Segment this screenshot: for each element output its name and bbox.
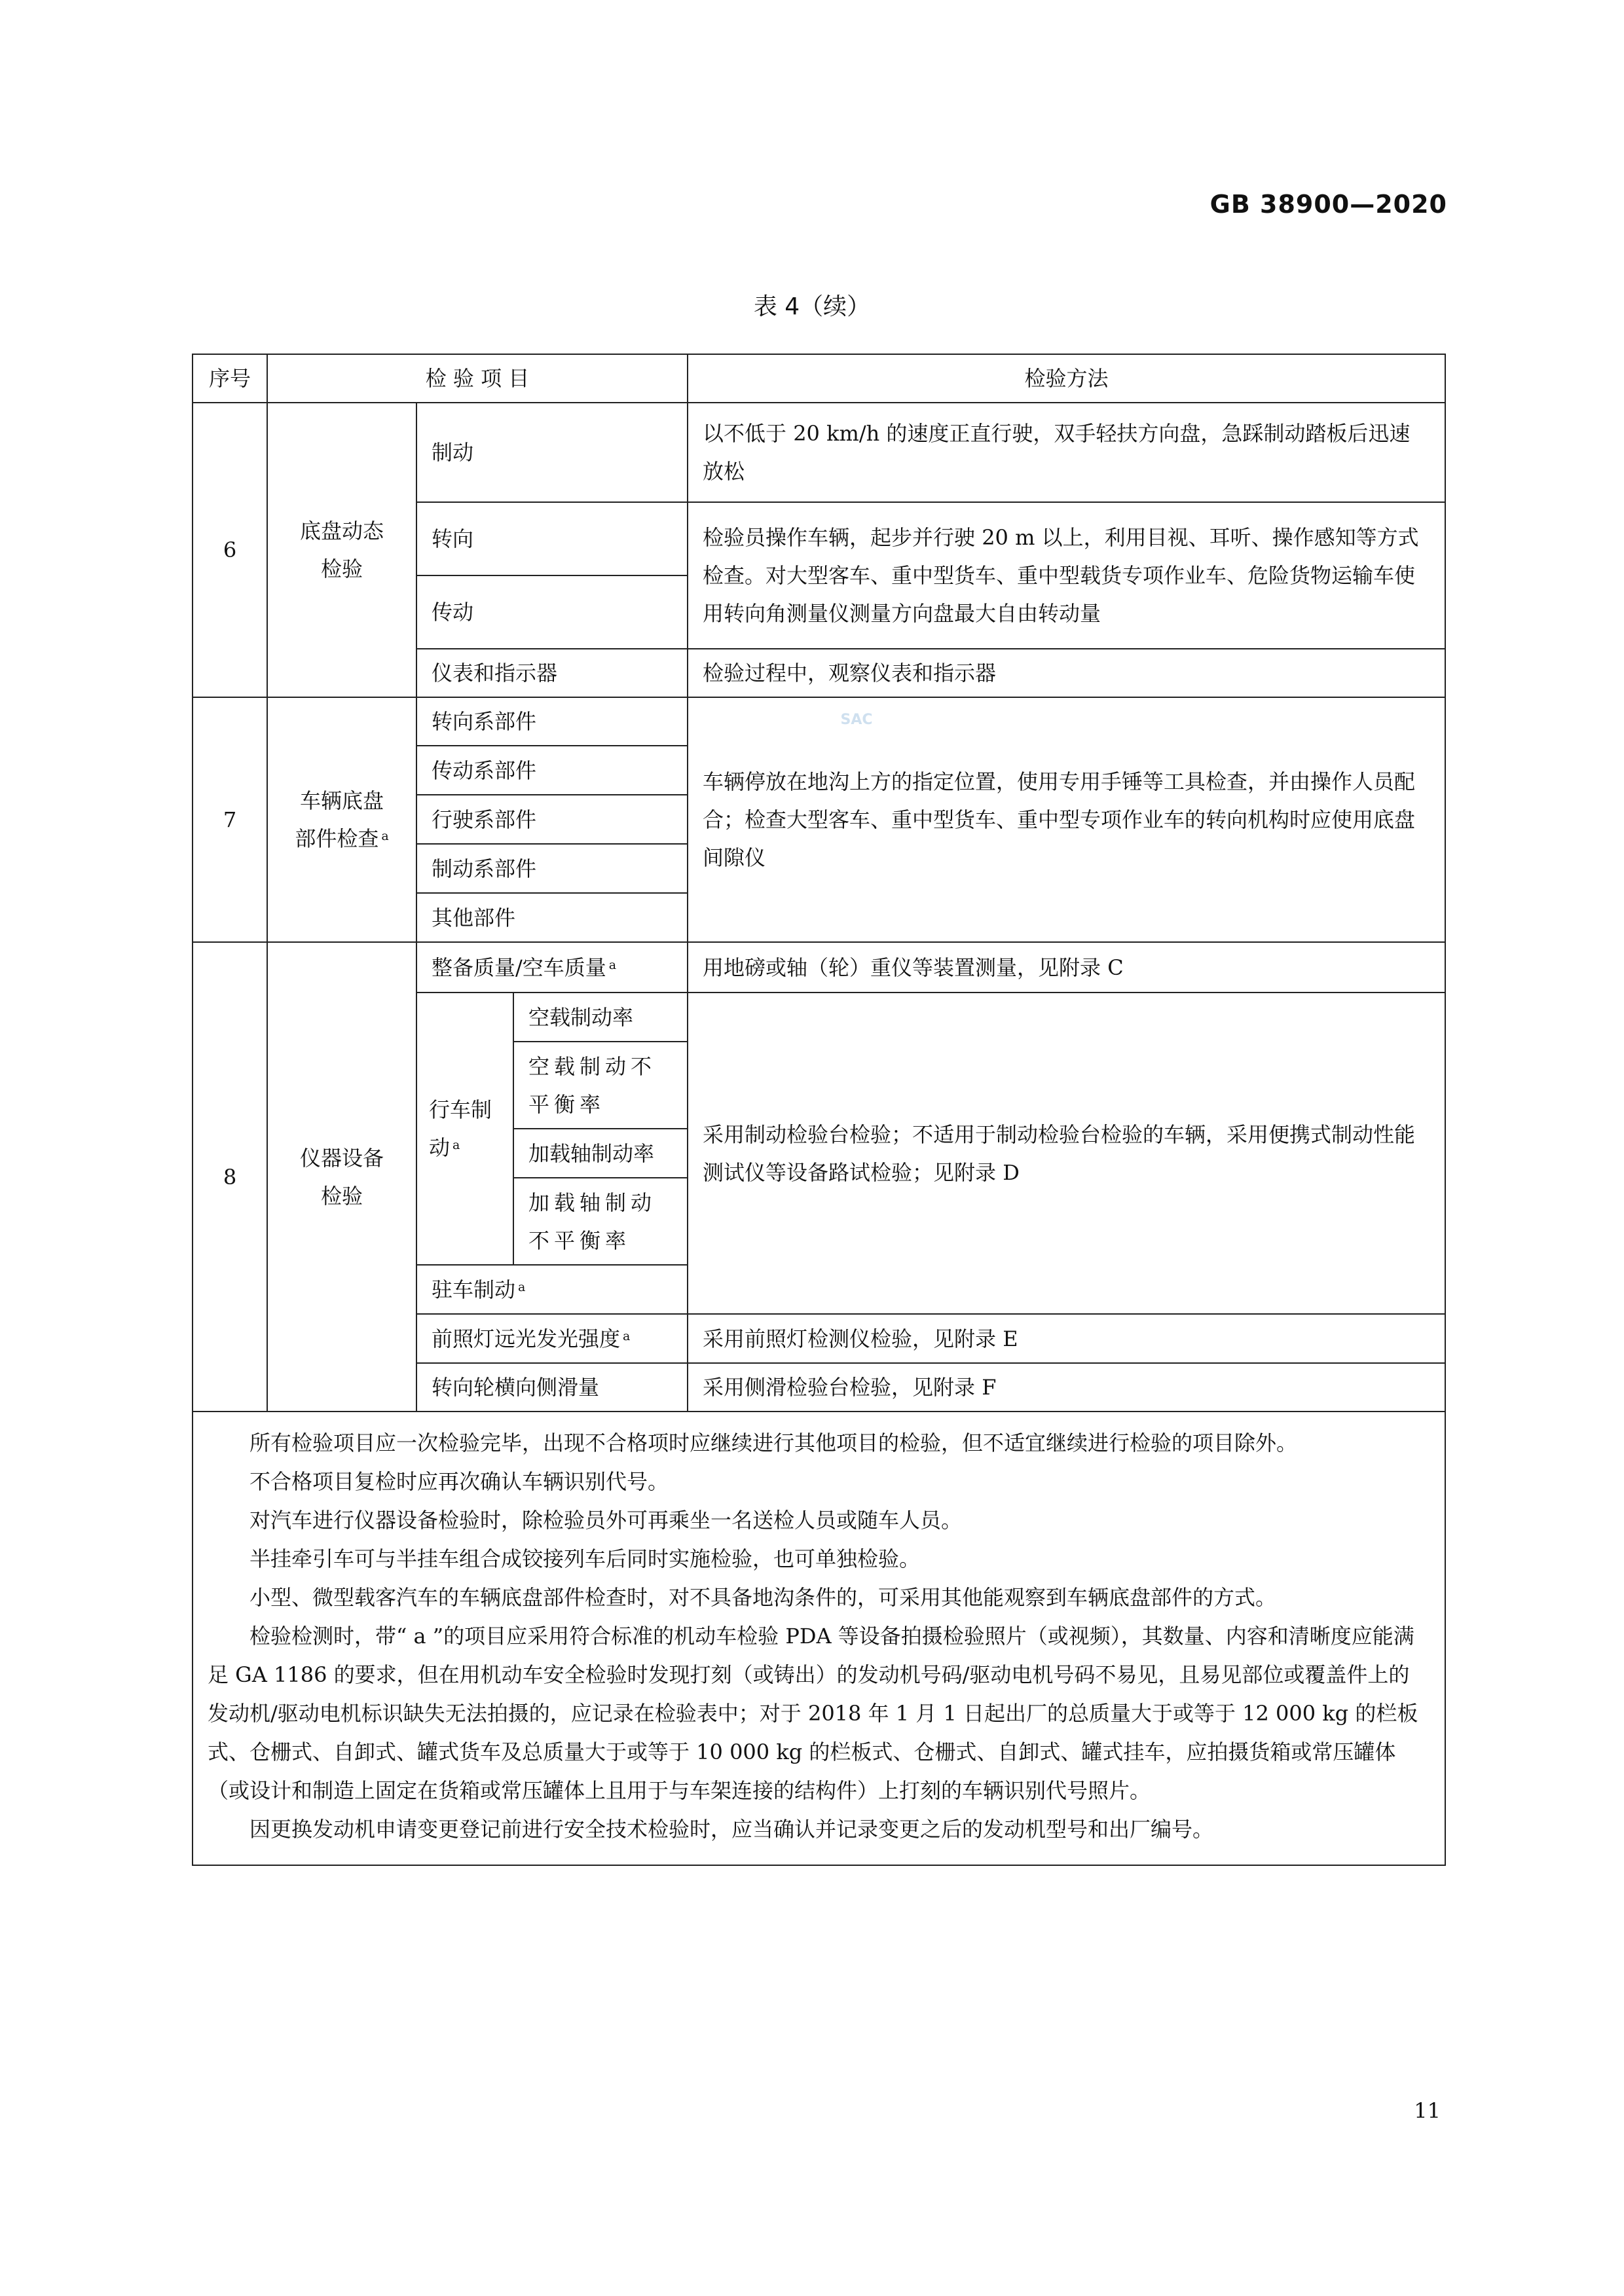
footnote-mark: a bbox=[608, 957, 617, 972]
page-number: 11 bbox=[1414, 2098, 1441, 2123]
note-paragraph: 因更换发动机申请变更登记前进行安全技术检验时，应当确认并记录变更之后的发动机型号和出厂编号。 bbox=[249, 1817, 1214, 1842]
method-cell: 以不低于 20 km/h 的速度正直行驶，双手轻扶方向盘，急踩制动踏板后迅速放松 bbox=[688, 403, 1445, 502]
item-cell bbox=[416, 1314, 688, 1363]
table-caption: 表 4（续） bbox=[753, 293, 871, 320]
item-cell bbox=[416, 993, 513, 1265]
notes-row bbox=[193, 1412, 1445, 1865]
method-cell: 采用制动检验台检验；不适用于制动检验台检验的车辆，采用便携式制动性能测试仪等设备路试检验；见附录 D bbox=[688, 993, 1445, 1314]
table-header-row bbox=[193, 354, 1445, 403]
item-cell: 传动系部件 bbox=[416, 746, 688, 795]
sub-item-cell: 空载制动率 bbox=[513, 993, 688, 1042]
item-cell: 行驶系部件 bbox=[416, 795, 688, 844]
table-row bbox=[193, 697, 1445, 746]
item-cell: 转向系部件 bbox=[416, 697, 688, 746]
item-cell: 转向轮横向侧滑量 bbox=[416, 1363, 688, 1412]
method-cell: 检验过程中，观察仪表和指示器 bbox=[688, 649, 1445, 697]
sub-item-cell: 加载轴制动不平衡率 bbox=[513, 1178, 688, 1265]
item-cell: 仪表和指示器 bbox=[416, 649, 688, 697]
method-cell: 车辆停放在地沟上方的指定位置，使用专用手锤等工具检查，并由操作人员配合；检查大型客车、重中型货车、重中型专项作业车的转向机构时应使用底盘间隙仪 bbox=[688, 697, 1445, 942]
note-paragraph: 小型、微型载客汽车的车辆底盘部件检查时，对不具备地沟条件的，可采用其他能观察到车辆底盘部件的方式。 bbox=[249, 1585, 1277, 1610]
header-item: 检 验 项 目 bbox=[267, 354, 688, 403]
footnote-mark: a bbox=[623, 1328, 631, 1343]
method-cell: 采用前照灯检测仪检验，见附录 E bbox=[688, 1314, 1445, 1363]
inspection-table bbox=[192, 354, 1446, 1866]
note-paragraph: 对汽车进行仪器设备检验时，除检验员外可再乘坐一名送检人员或随车人员。 bbox=[249, 1508, 963, 1533]
header-method: 检验方法 bbox=[688, 354, 1445, 403]
item-cell: 制动系部件 bbox=[416, 844, 688, 893]
footnote-mark: a bbox=[518, 1279, 526, 1294]
watermark-logo: SAC bbox=[840, 712, 873, 728]
item-cell: 其他部件 bbox=[416, 893, 688, 942]
item-text: 驻车制动 bbox=[432, 1277, 516, 1302]
method-cell: 检验员操作车辆，起步并行驶 20 m 以上，利用目视、耳听、操作感知等方式检查。对大型客车、重中型货车、重中型载货专项作业车、危险货物运输车使用转向角测量仪测量方向盘最大自由转动量 bbox=[688, 502, 1445, 649]
sub-item-cell: 空载制动不平衡率 bbox=[513, 1042, 688, 1129]
item-text: 行车制动 bbox=[429, 1097, 492, 1160]
header-seq: 序号 bbox=[193, 354, 267, 403]
item-cell bbox=[416, 942, 688, 993]
seq-cell: 6 bbox=[193, 403, 267, 697]
method-cell: 采用侧滑检验台检验，见附录 F bbox=[688, 1363, 1445, 1412]
category-cell bbox=[267, 697, 416, 942]
note-paragraph: 半挂牵引车可与半挂车组合成铰接列车后同时实施检验，也可单独检验。 bbox=[249, 1546, 921, 1571]
item-cell: 制动 bbox=[416, 403, 688, 502]
footnote-mark: a bbox=[381, 829, 389, 843]
item-text: 整备质量/空车质量 bbox=[432, 955, 606, 980]
seq-cell: 7 bbox=[193, 697, 267, 942]
item-cell: 传动 bbox=[416, 575, 688, 649]
item-cell bbox=[416, 1265, 688, 1314]
note-paragraph: 不合格项目复检时应再次确认车辆识别代号。 bbox=[249, 1469, 669, 1494]
category-cell: 仪器设备检验 bbox=[267, 942, 416, 1412]
notes-cell bbox=[193, 1412, 1445, 1865]
category-text: 车辆底盘部件检查 bbox=[295, 788, 384, 851]
note-paragraph: 检验检测时，带“ a ”的项目应采用符合标准的机动车检验 PDA 等设备拍摄检验照片（或视频），其数量、内容和清晰度应能满足 GA 1186 的要求，但在用机动车安全检验时发现打刻（或铸出）的发动机号码/驱动电机号码不易见，且易见部位或覆盖件上的发动机/驱动电机标识缺失无法拍摄的，应记录在检验表中；对于 2018 年 1 月 1 日起出厂的总质量大于或等于 12 000 kg 的栏板式、仓栅式、自卸式、罐式货车及总质量大于或等于 10 000 kg 的栏板式、仓栅式、自卸式、罐式挂车，应拍摄货箱或常压罐体（或设计和制造上固定在货箱或常压罐体上且用于与车架连接的结构件）上打刻的车辆识别代号照片。 bbox=[208, 1624, 1418, 1803]
standard-code: GB 38900—2020 bbox=[1209, 190, 1447, 219]
item-cell: 转向 bbox=[416, 502, 688, 575]
category-cell: 底盘动态检验 bbox=[267, 403, 416, 697]
footnote-mark: a bbox=[452, 1138, 460, 1152]
note-paragraph: 所有检验项目应一次检验完毕，出现不合格项时应继续进行其他项目的检验，但不适宜继续进行检验的项目除外。 bbox=[249, 1430, 1298, 1455]
method-cell: 用地磅或轴（轮）重仪等装置测量，见附录 C bbox=[688, 942, 1445, 993]
seq-cell: 8 bbox=[193, 942, 267, 1412]
sub-item-cell: 加载轴制动率 bbox=[513, 1129, 688, 1178]
item-text: 前照灯远光发光强度 bbox=[432, 1326, 621, 1351]
table-row bbox=[193, 942, 1445, 993]
table-row bbox=[193, 403, 1445, 502]
